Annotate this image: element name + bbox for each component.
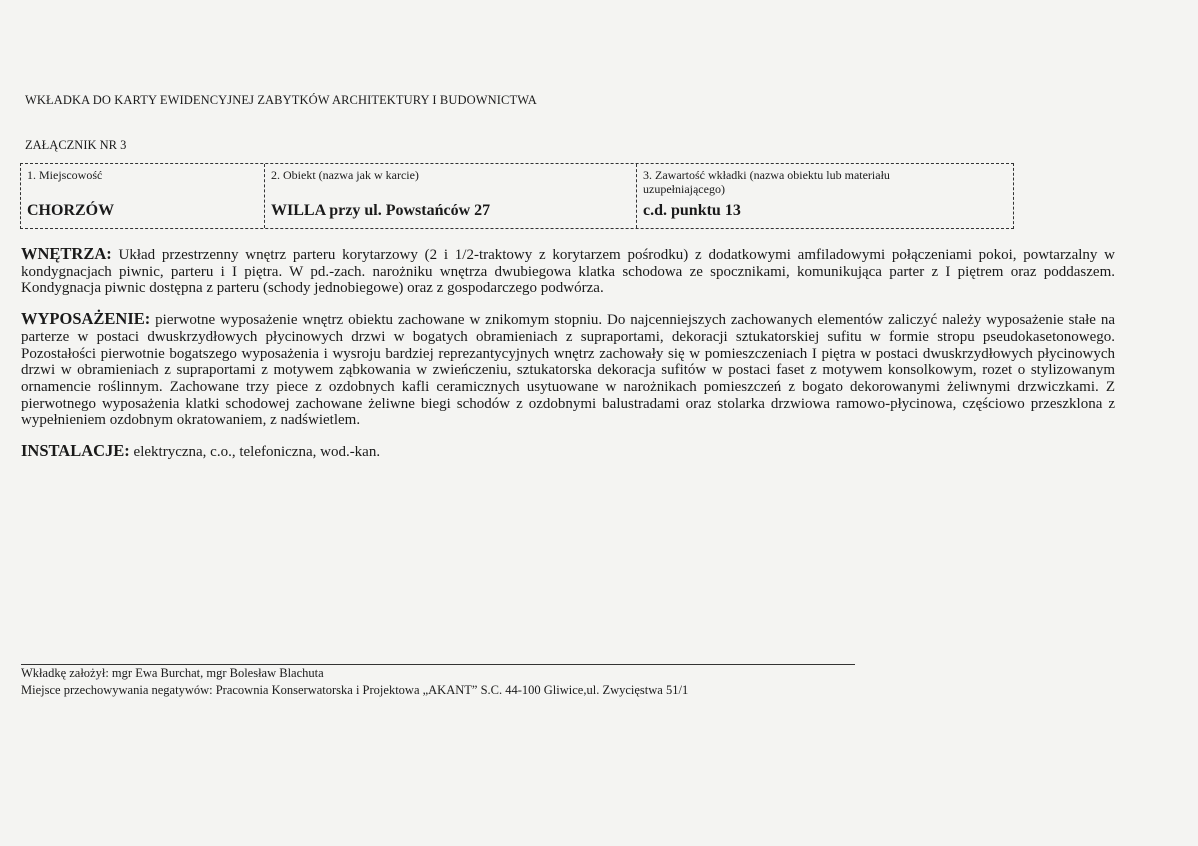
installations-text: elektryczna, c.o., telefoniczna, wod.-kan. xyxy=(129,444,381,461)
document-body xyxy=(21,246,1115,475)
locality-cell xyxy=(21,164,265,228)
header-table xyxy=(20,163,1014,229)
interiors-text: Układ przestrzenny wnętrz parteru korytarzowy (2 i 1/2-traktowy z korytarzem pośrodku) z dodatkowymi amfiladowymi połączeniami pokoi, powtarzalny w kondygnacjach piwnic, parteru i I piętra. W pd.-zach. narożniku wnętrza dwubiegowa klatka schodowa ze spocznikami, komunikująca parter z I piętrem oraz poddaszem. Kondygnacja piwnic dostępna z parteru (schody jednobiegowe) oraz z gospodarczego podwórza. xyxy=(21,247,1115,297)
footer-divider xyxy=(21,664,855,665)
contents-cell xyxy=(637,164,1013,228)
locality-value: CHORZÓW xyxy=(27,202,115,219)
contents-value: c.d. punktu 13 xyxy=(643,202,741,219)
equipment-section xyxy=(21,311,1115,429)
contents-label: 3. Zawartość wkładki (nazwa obiektu lub materiału uzupełniającego) xyxy=(643,168,890,196)
annex-number: ZAŁĄCZNIK NR 3 xyxy=(25,138,127,152)
footer-storage: Miejsce przechowywania negatywów: Pracownia Konserwatorska i Projektowa „AKANT” S.C. 44-100 Gliwice,ul. Zwycięstwa 51/1 xyxy=(21,683,689,697)
object-value: WILLA przy ul. Powstańców 27 xyxy=(271,202,491,219)
equipment-heading: WYPOSAŻENIE: xyxy=(21,309,151,329)
interiors-section xyxy=(21,246,1115,297)
footer-authors: Wkładkę założył: mgr Ewa Burchat, mgr Bolesław Blachuta xyxy=(21,666,324,680)
equipment-text: pierwotne wyposażenie wnętrz obiektu zachowane w znikomym stopniu. Do najcenniejszych zachowanych elementów zaliczyć należy wyposażenie stałe na parterze w postaci dwuskrzydłowych płycinowych drzwi w bogatych obramieniach z supraportami, dekoracji sztukatorskiej sufitu w formie stropu pseudokasetonowego. Pozostałości pierwotnie bogatszego wyposażenia i wysroju bardziej reprezantycyjnych wnętrz zachowały się w pomieszczeniach I piętra w postaci dwuskrzydłowych płycinowych drzwi w obramieniach z supraportami z motywem ząbkowania w zwieńczeniu, sztukatorska dekoracja sufitów w postaci faset z motywem konsolkowym, rozet o stylizowanym ornamencie roślinnym. Zachowane trzy piece z ozdobnych kafli ceramicznych usytuowane w narożnikach pomieszczeń z bogato dekorowanymi żeliwnymi drzwiczkami. Z pierwotnego wyposażenia klatki schodowej zachowane żeliwne biegi schodów z ozdobnymi balustradami oraz stolarka drzwiowa ramowo-płycinowa, częściowo przeszklona z wypełnieniem ozdobnym okratowaniem, z nadświetlem. xyxy=(21,312,1115,429)
installations-heading: INSTALACJE: xyxy=(21,441,130,461)
document-title: WKŁADKA DO KARTY EWIDENCYJNEJ ZABYTKÓW ARCHITEKTURY I BUDOWNICTWA xyxy=(25,93,537,107)
object-label: 2. Obiekt (nazwa jak w karcie) xyxy=(271,168,419,182)
locality-label: 1. Miejscowość xyxy=(27,168,103,182)
interiors-heading: WNĘTRZA: xyxy=(21,244,112,263)
installations-section xyxy=(21,443,1115,461)
object-cell xyxy=(265,164,637,228)
